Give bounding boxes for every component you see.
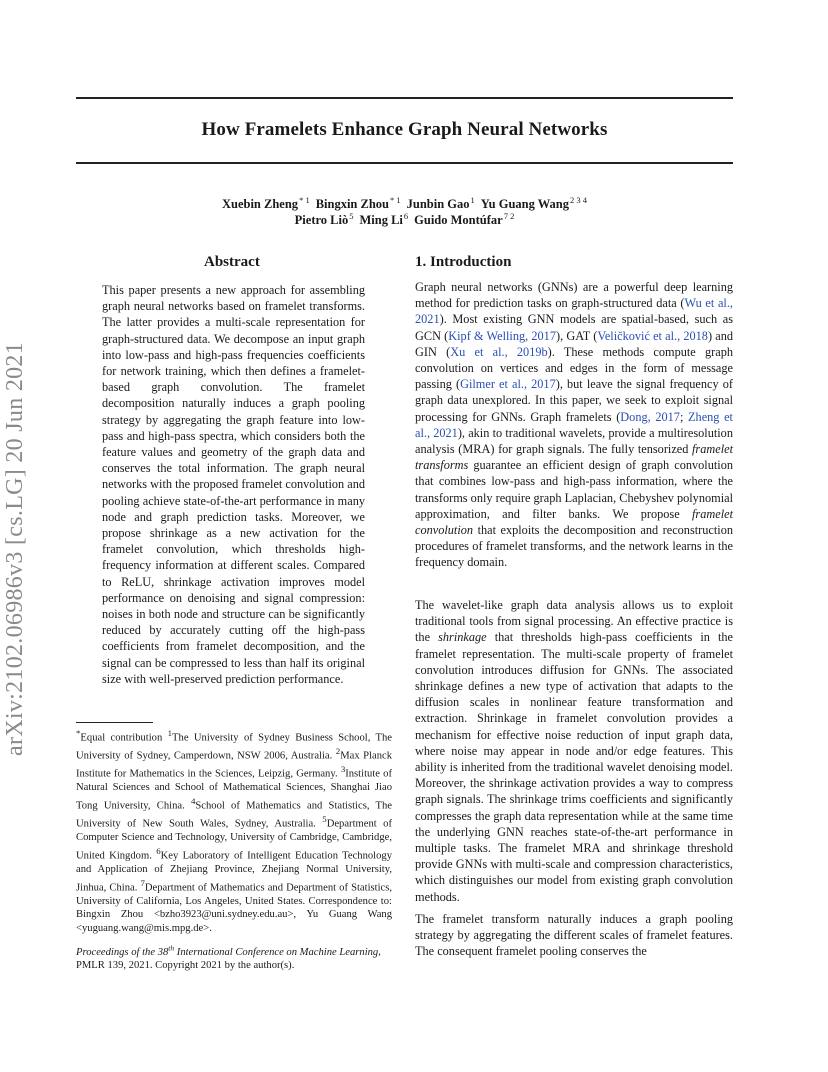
citation-link[interactable]: Xu et al., 2019b: [450, 344, 548, 359]
author-name: Xuebin Zheng$^{* 1}$: [221, 195, 310, 211]
proceedings-conference: International Conference on Machine Learning: [174, 946, 379, 958]
text-run: ). These methods compute graph convolution on vertices and edges in the form of message passing (: [415, 344, 733, 392]
author-name: Guido Montúfar$^{7 2}$: [414, 211, 515, 227]
text-run: Key Laboratory of Intelligent Education Technology and Application of Zhejiang Province, Zhejiang Normal University, Jinhua, China.: [76, 850, 392, 894]
abstract-body: [102, 282, 365, 687]
citation-link[interactable]: Dong, 2017: [620, 409, 680, 424]
text-run: that thresholds high-pass coefficients in the framelet representation. The multi-scale property of framelet convolution introduces diffusion for GNNs. The associated shrinkage defines a new type of activation that adapts to the diffusion scales in nonlinear feature transformation and extraction. Shrinkage in framelet convolution provides a mechanism for effective noise reduction of input graph data, where noise may appear in node and/or edge features. This ability is inherited from the traditional wavelet denoising model. Moreover, the shrinkage activation provides a way to compress graph signals. The shrinkage trims coefficients and significantly compresses the graph data representation while at the same time the underlying GNN reaches state-of-the-art performance in multiple tasks. The framelet MRA and shrinkage threshold provide GNNs with multi-scale and compression characteristics, which distinguishes our model from existing graph convolution methods.: [415, 630, 733, 904]
proceedings-rest: , PMLR 139, 2021. Copyright 2021 by the author(s).: [76, 946, 381, 972]
author-affiliation-marks: 6: [403, 211, 409, 221]
emphasized-text: shrinkage: [438, 630, 487, 645]
text-run: School of Mathematics and Statistics, The University of New South Wales, Sydney, Australia.: [76, 800, 392, 830]
author-name: Yu Guang Wang$^{2 3 4}$: [480, 195, 588, 211]
text-run: that exploits the decomposition and reconstruction procedures of framelet transforms, and the network learns in the frequency domain.: [415, 523, 733, 570]
text-run: The University of Sydney Business School, The University of Sydney, Camperdown, NSW 2006, Australia.: [76, 732, 392, 762]
title-top-rule: [76, 97, 733, 99]
text-run: Institute of Natural Sciences and School of Mathematical Sciences, Shanghai Jiao Tong University, China.: [76, 768, 392, 812]
footnote-marker: 5: [322, 814, 327, 825]
text-run: ), but leave the signal frequency of graph data unexplored. In this paper, we seek to exploit signal processing for GNNs. Graph framelets (: [415, 377, 733, 424]
text-run: The wavelet-like graph data analysis allows us to exploit traditional tools from signal processing. An effective practice is the: [415, 598, 733, 645]
footnote-rule: [76, 722, 153, 723]
author-affiliation-marks: * 1: [299, 195, 310, 205]
text-run: ). Most existing GNN models are spatial-based, such as GCN (: [415, 312, 733, 343]
text-run: ) and GIN (: [415, 328, 733, 359]
proceedings-notice: [76, 941, 392, 973]
abstract-text: This paper presents a new approach for assembling graph neural networks based on framelet transforms. The latter provides a multi-scale representation for graph-structured data. We decompose an input graph into low-pass and high-pass frequencies coefficients for network training, which then defines a framelet-based graph convolution. The framelet decomposition naturally induces a graph pooling strategy by aggregating the graph feature into low-pass and high-pass spectra, which considers both the feature values and geometry of the graph data and conserves the total information. The graph neural networks with the proposed framelet convolution and pooling achieve state-of-the-art performance in many node and graph prediction tasks. Moreover, we propose shrinkage as a new activation for the framelet convolution, which thresholds high-frequency information at different scales. Compared to ReLU, shrinkage activation improves model performance on denoising and signal compression: noises in both node and structure can be significantly reduced by accurately cutting off the high-pass coefficients from framelet decomposition, and the signal can be compressed to less than half its original size with well-preserved prediction performance.: [102, 283, 365, 686]
text-run: ), akin to traditional wavelets, provide a multiresolution analysis (MRA) for graph signals. The fully tensorized: [415, 425, 733, 457]
footnote-marker: 6: [156, 845, 161, 856]
intro-paragraph-1: [415, 279, 733, 571]
text-run: ), GAT (: [555, 328, 598, 343]
author-affiliation-marks: 2 3 4: [570, 195, 588, 205]
text-run: ;: [679, 409, 689, 424]
author-affiliation-marks: 7 2: [503, 211, 515, 221]
citation-link[interactable]: Gilmer et al., 2017: [460, 377, 556, 392]
proceedings-prefix: Proceedings of the 38: [76, 946, 169, 958]
emphasized-text: framelet transforms: [415, 442, 733, 473]
footnote-marker: 4: [190, 795, 196, 806]
citation-link[interactable]: Veličković et al., 2018: [597, 328, 708, 343]
author-affiliation-marks: 1: [470, 195, 475, 205]
introduction-heading: 1. Introduction: [415, 254, 512, 270]
author-name: Pietro Liò$^5$: [294, 211, 354, 227]
arxiv-identifier: arXiv:2102.06986v3 [cs.LG] 20 Jun 2021: [2, 341, 28, 756]
author-name: Bingxin Zhou$^{* 1}$: [315, 195, 401, 211]
citation-link[interactable]: Wu et al., 2021: [415, 296, 733, 327]
author-name: Junbin Gao$^1$: [406, 195, 475, 211]
intro-paragraph-3: The framelet transform naturally induces a graph pooling strategy by aggregating the different scales of framelet features. The consequent framelet pooling conserves the: [415, 912, 733, 959]
affiliations-footnote: [76, 727, 392, 935]
footnote-marker: *: [76, 728, 81, 738]
paper-title: How Framelets Enhance Graph Neural Networks: [201, 119, 608, 140]
abstract-heading: Abstract: [204, 254, 260, 270]
footnote-marker: 3: [340, 764, 346, 775]
footnote-marker: 2: [335, 746, 341, 757]
citation-link[interactable]: Zheng et al., 2021: [415, 409, 733, 440]
author-affiliation-marks: 5: [349, 211, 354, 221]
title-bottom-rule: [76, 162, 733, 164]
text-run: Graph neural networks (GNNs) are a powerful deep learning method for prediction tasks on graph-structured data (: [415, 280, 733, 311]
author-name: Ming Li$^6$: [359, 211, 409, 227]
citation-link[interactable]: Kipf & Welling, 2017: [448, 328, 556, 343]
author-list-line-2: [76, 208, 733, 228]
footnote-marker: 1: [167, 728, 173, 738]
text-run: guarantee an efficient design of graph convolution that combines low-pass and high-pass information, where the transforms only require graph Laplacian, Chebyshev polynomial approximation, and filter banks. We propose: [415, 458, 733, 521]
text-run: Max Planck Institute for Mathematics in the Sciences, Leipzig, Germany.: [76, 750, 392, 780]
text-run: Department of Computer Science and Technology, University of Cambridge, Cambridge, United Kingdom.: [76, 818, 393, 862]
footnote-marker: 7: [140, 877, 145, 888]
intro-paragraph-2: [415, 597, 733, 905]
text-run: Equal contribution: [80, 732, 168, 744]
text-run: Department of Mathematics and Department of Statistics, University of California, Los Angeles, United States. Correspondence to: Bingxin Zhou <bzho3923@uni.sydney.edu.au>, Yu Guang Wang <yuguang.wang@mis.mpg.de>.: [76, 882, 393, 934]
emphasized-text: framelet convolution: [415, 506, 733, 538]
proceedings-ordinal: th: [168, 943, 175, 952]
author-affiliation-marks: * 1: [390, 195, 401, 205]
